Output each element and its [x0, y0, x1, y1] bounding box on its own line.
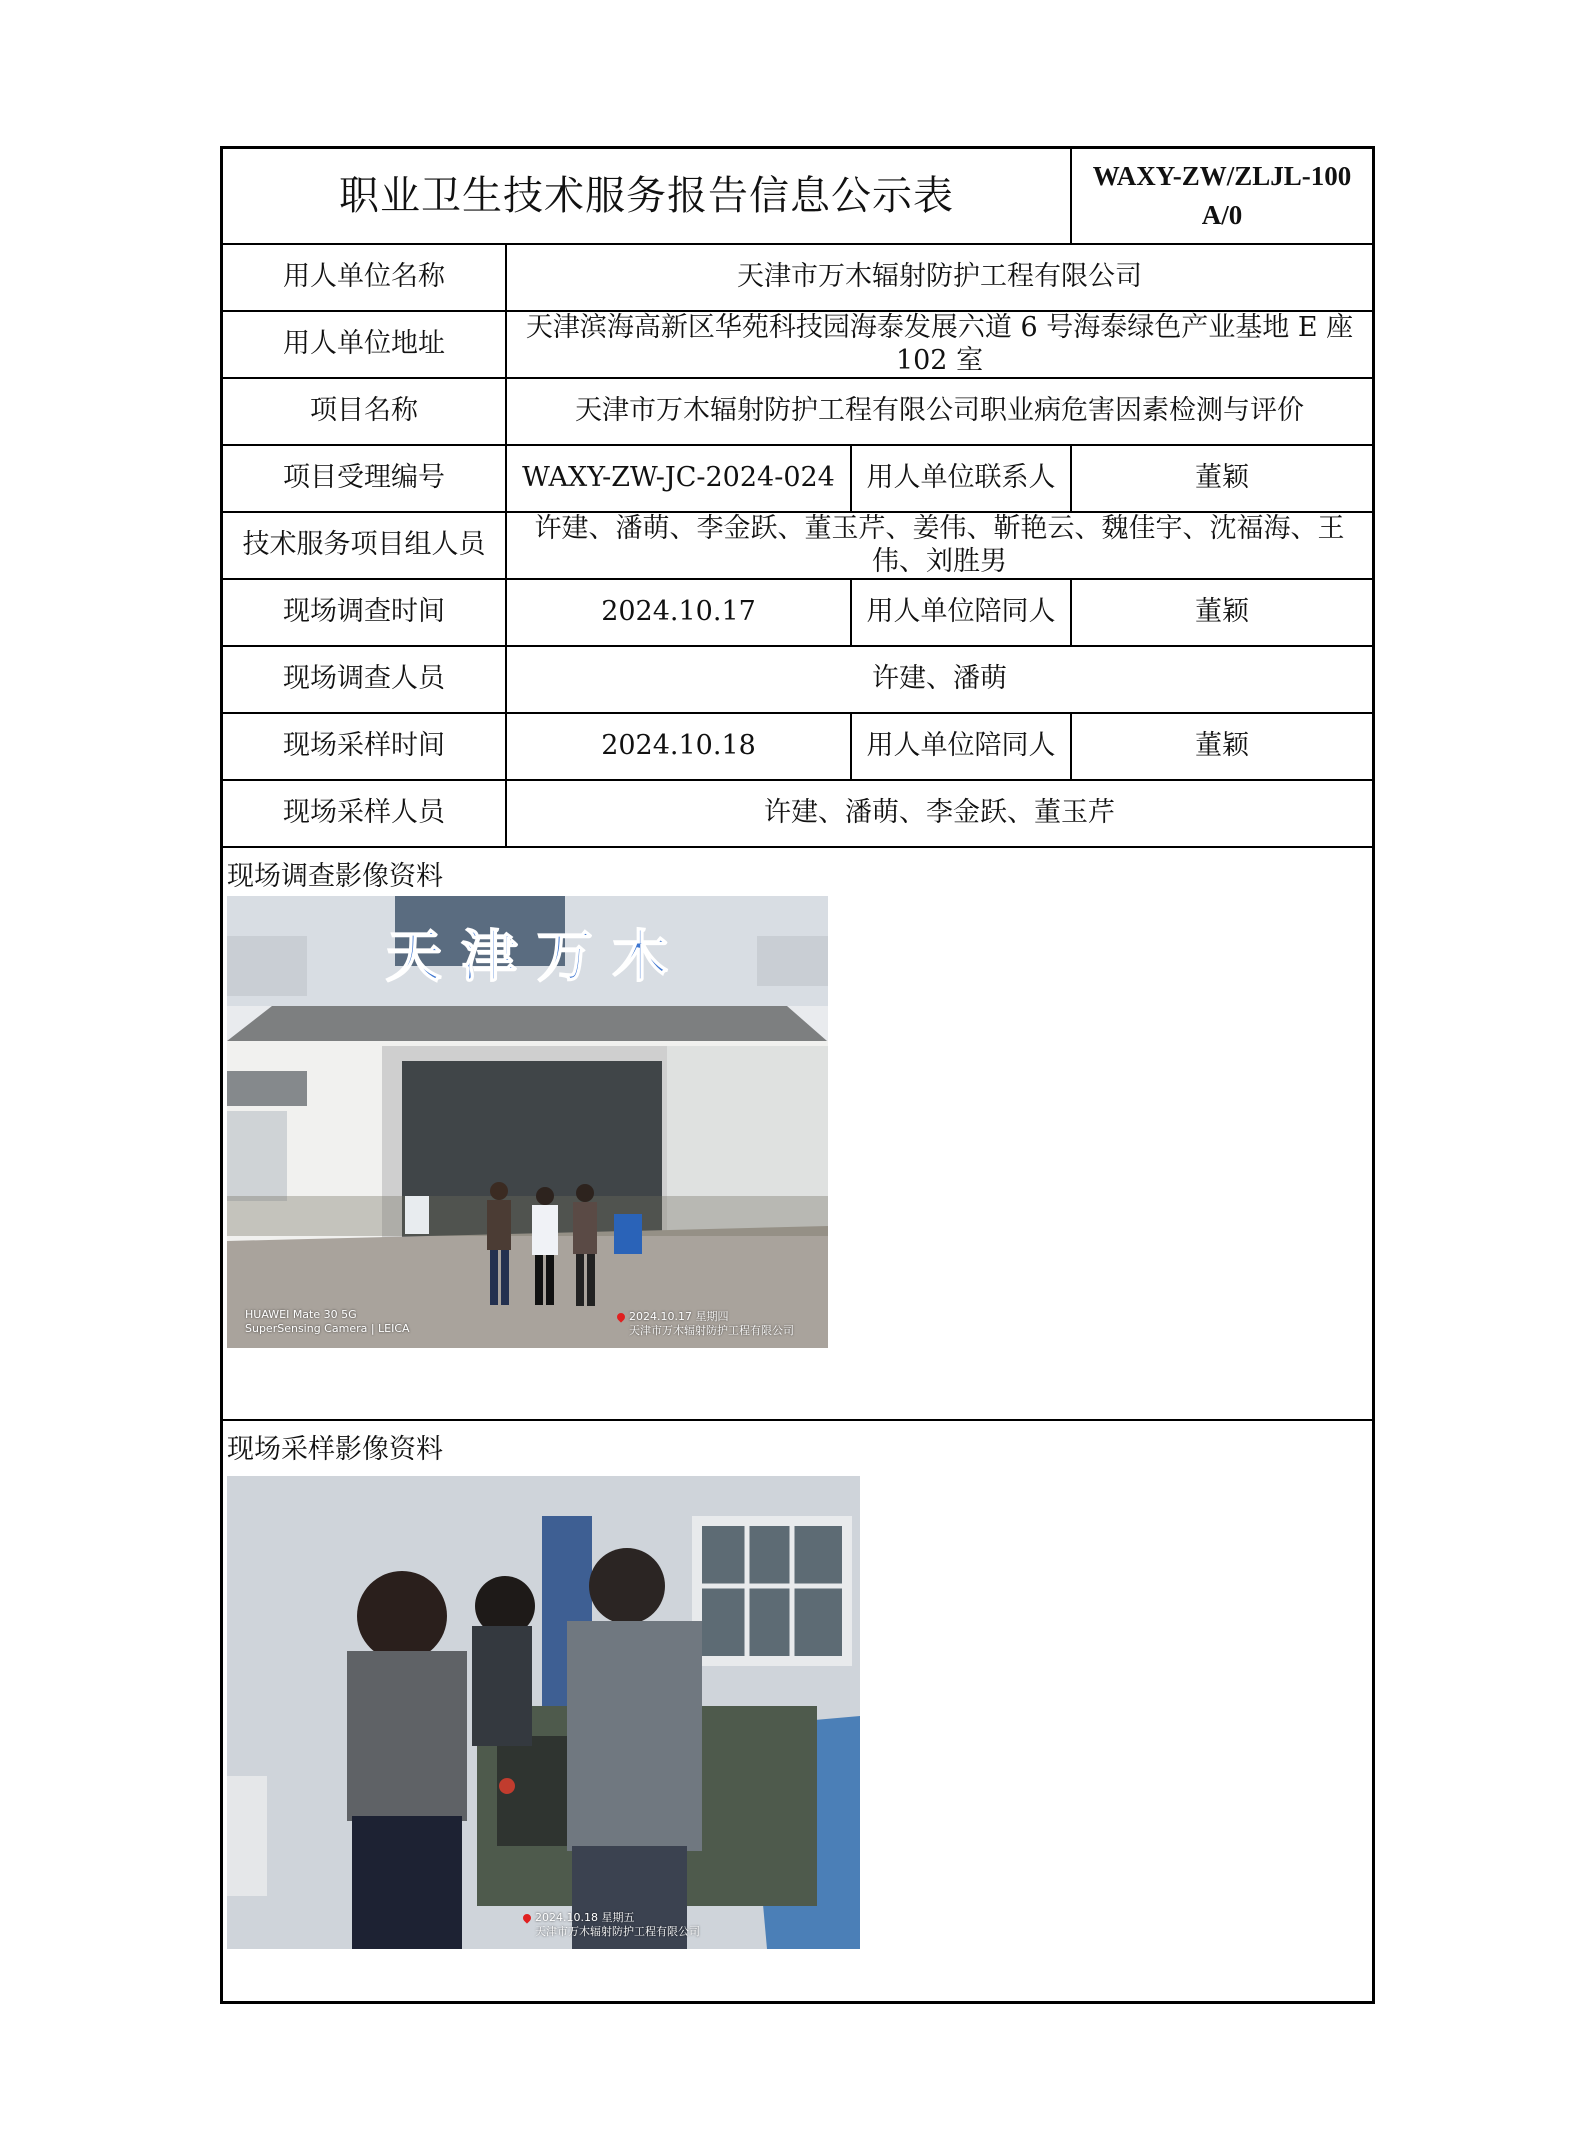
survey-time-label: 现场调查时间: [223, 579, 506, 646]
sampling-stamp-date: 2024.10.18 星期五: [535, 1911, 635, 1924]
employer-address-value: 天津滨海高新区华苑科技园海泰发展六道 6 号海泰绿色产业基地 E 座 102 室: [506, 311, 1372, 378]
team-label: 技术服务项目组人员: [223, 512, 506, 579]
sampling-staff-label: 现场采样人员: [223, 780, 506, 847]
team-value: 许建、潘萌、李金跃、董玉芹、姜伟、靳艳云、魏佳宇、沈福海、王伟、刘胜男: [506, 512, 1372, 579]
survey-stamp-date: 2024.10.17 星期四: [629, 1310, 729, 1323]
page-title: 职业卫生技术服务报告信息公示表: [223, 149, 1071, 244]
survey-photo-section: [223, 848, 1372, 1421]
employer-name-label: 用人单位名称: [223, 244, 506, 311]
sampling-photo-label: 现场采样影像资料: [227, 1434, 443, 1465]
info-table: [223, 149, 1372, 848]
project-name-value: 天津市万木辐射防护工程有限公司职业病危害因素检测与评价: [506, 378, 1372, 445]
survey-photo-image: [227, 896, 828, 1348]
sampling-time-label: 现场采样时间: [223, 713, 506, 780]
survey-photo-sign: 天 津 万 木: [385, 925, 669, 990]
project-name-label: 项目名称: [223, 378, 506, 445]
camera-watermark: [245, 1308, 410, 1336]
survey-escort-label: 用人单位陪同人: [851, 579, 1071, 646]
survey-photo-label: 现场调查影像资料: [227, 861, 443, 892]
sampling-photo-stamp: [523, 1911, 700, 1939]
document-code: WAXY-ZW/ZLJL-100 A/0: [1071, 149, 1372, 244]
sampling-escort-label: 用人单位陪同人: [851, 713, 1071, 780]
location-pin-icon: [615, 1311, 626, 1322]
survey-staff-label: 现场调查人员: [223, 646, 506, 713]
survey-staff-value: 许建、潘萌: [506, 646, 1372, 713]
sampling-photo-image: [227, 1476, 860, 1949]
project-no-value: WAXY-ZW-JC-2024-024: [506, 445, 851, 512]
sampling-stamp-place: 天津市万木辐射防护工程有限公司: [535, 1924, 700, 1938]
survey-photo-stamp: [617, 1310, 794, 1338]
disclosure-form: [220, 146, 1375, 2004]
contact-value: 董颖: [1071, 445, 1372, 512]
sampling-time-value: 2024.10.18: [506, 713, 851, 780]
survey-photo: [227, 896, 828, 1348]
camera-watermark-line2: SuperSensing Camera | LEICA: [245, 1321, 410, 1335]
camera-watermark-line1: HUAWEI Mate 30 5G: [245, 1308, 357, 1321]
sampling-staff-value: 许建、潘萌、李金跃、董玉芹: [506, 780, 1372, 847]
employer-address-label: 用人单位地址: [223, 311, 506, 378]
sampling-photo: [227, 1476, 860, 1949]
sampling-photo-section: [223, 1421, 1372, 1994]
location-pin-icon: [521, 1912, 532, 1923]
project-no-label: 项目受理编号: [223, 445, 506, 512]
survey-time-value: 2024.10.17: [506, 579, 851, 646]
contact-label: 用人单位联系人: [851, 445, 1071, 512]
survey-stamp-place: 天津市万木辐射防护工程有限公司: [629, 1323, 794, 1337]
survey-escort-value: 董颖: [1071, 579, 1372, 646]
employer-name-value: 天津市万木辐射防护工程有限公司: [506, 244, 1372, 311]
sampling-escort-value: 董颖: [1071, 713, 1372, 780]
